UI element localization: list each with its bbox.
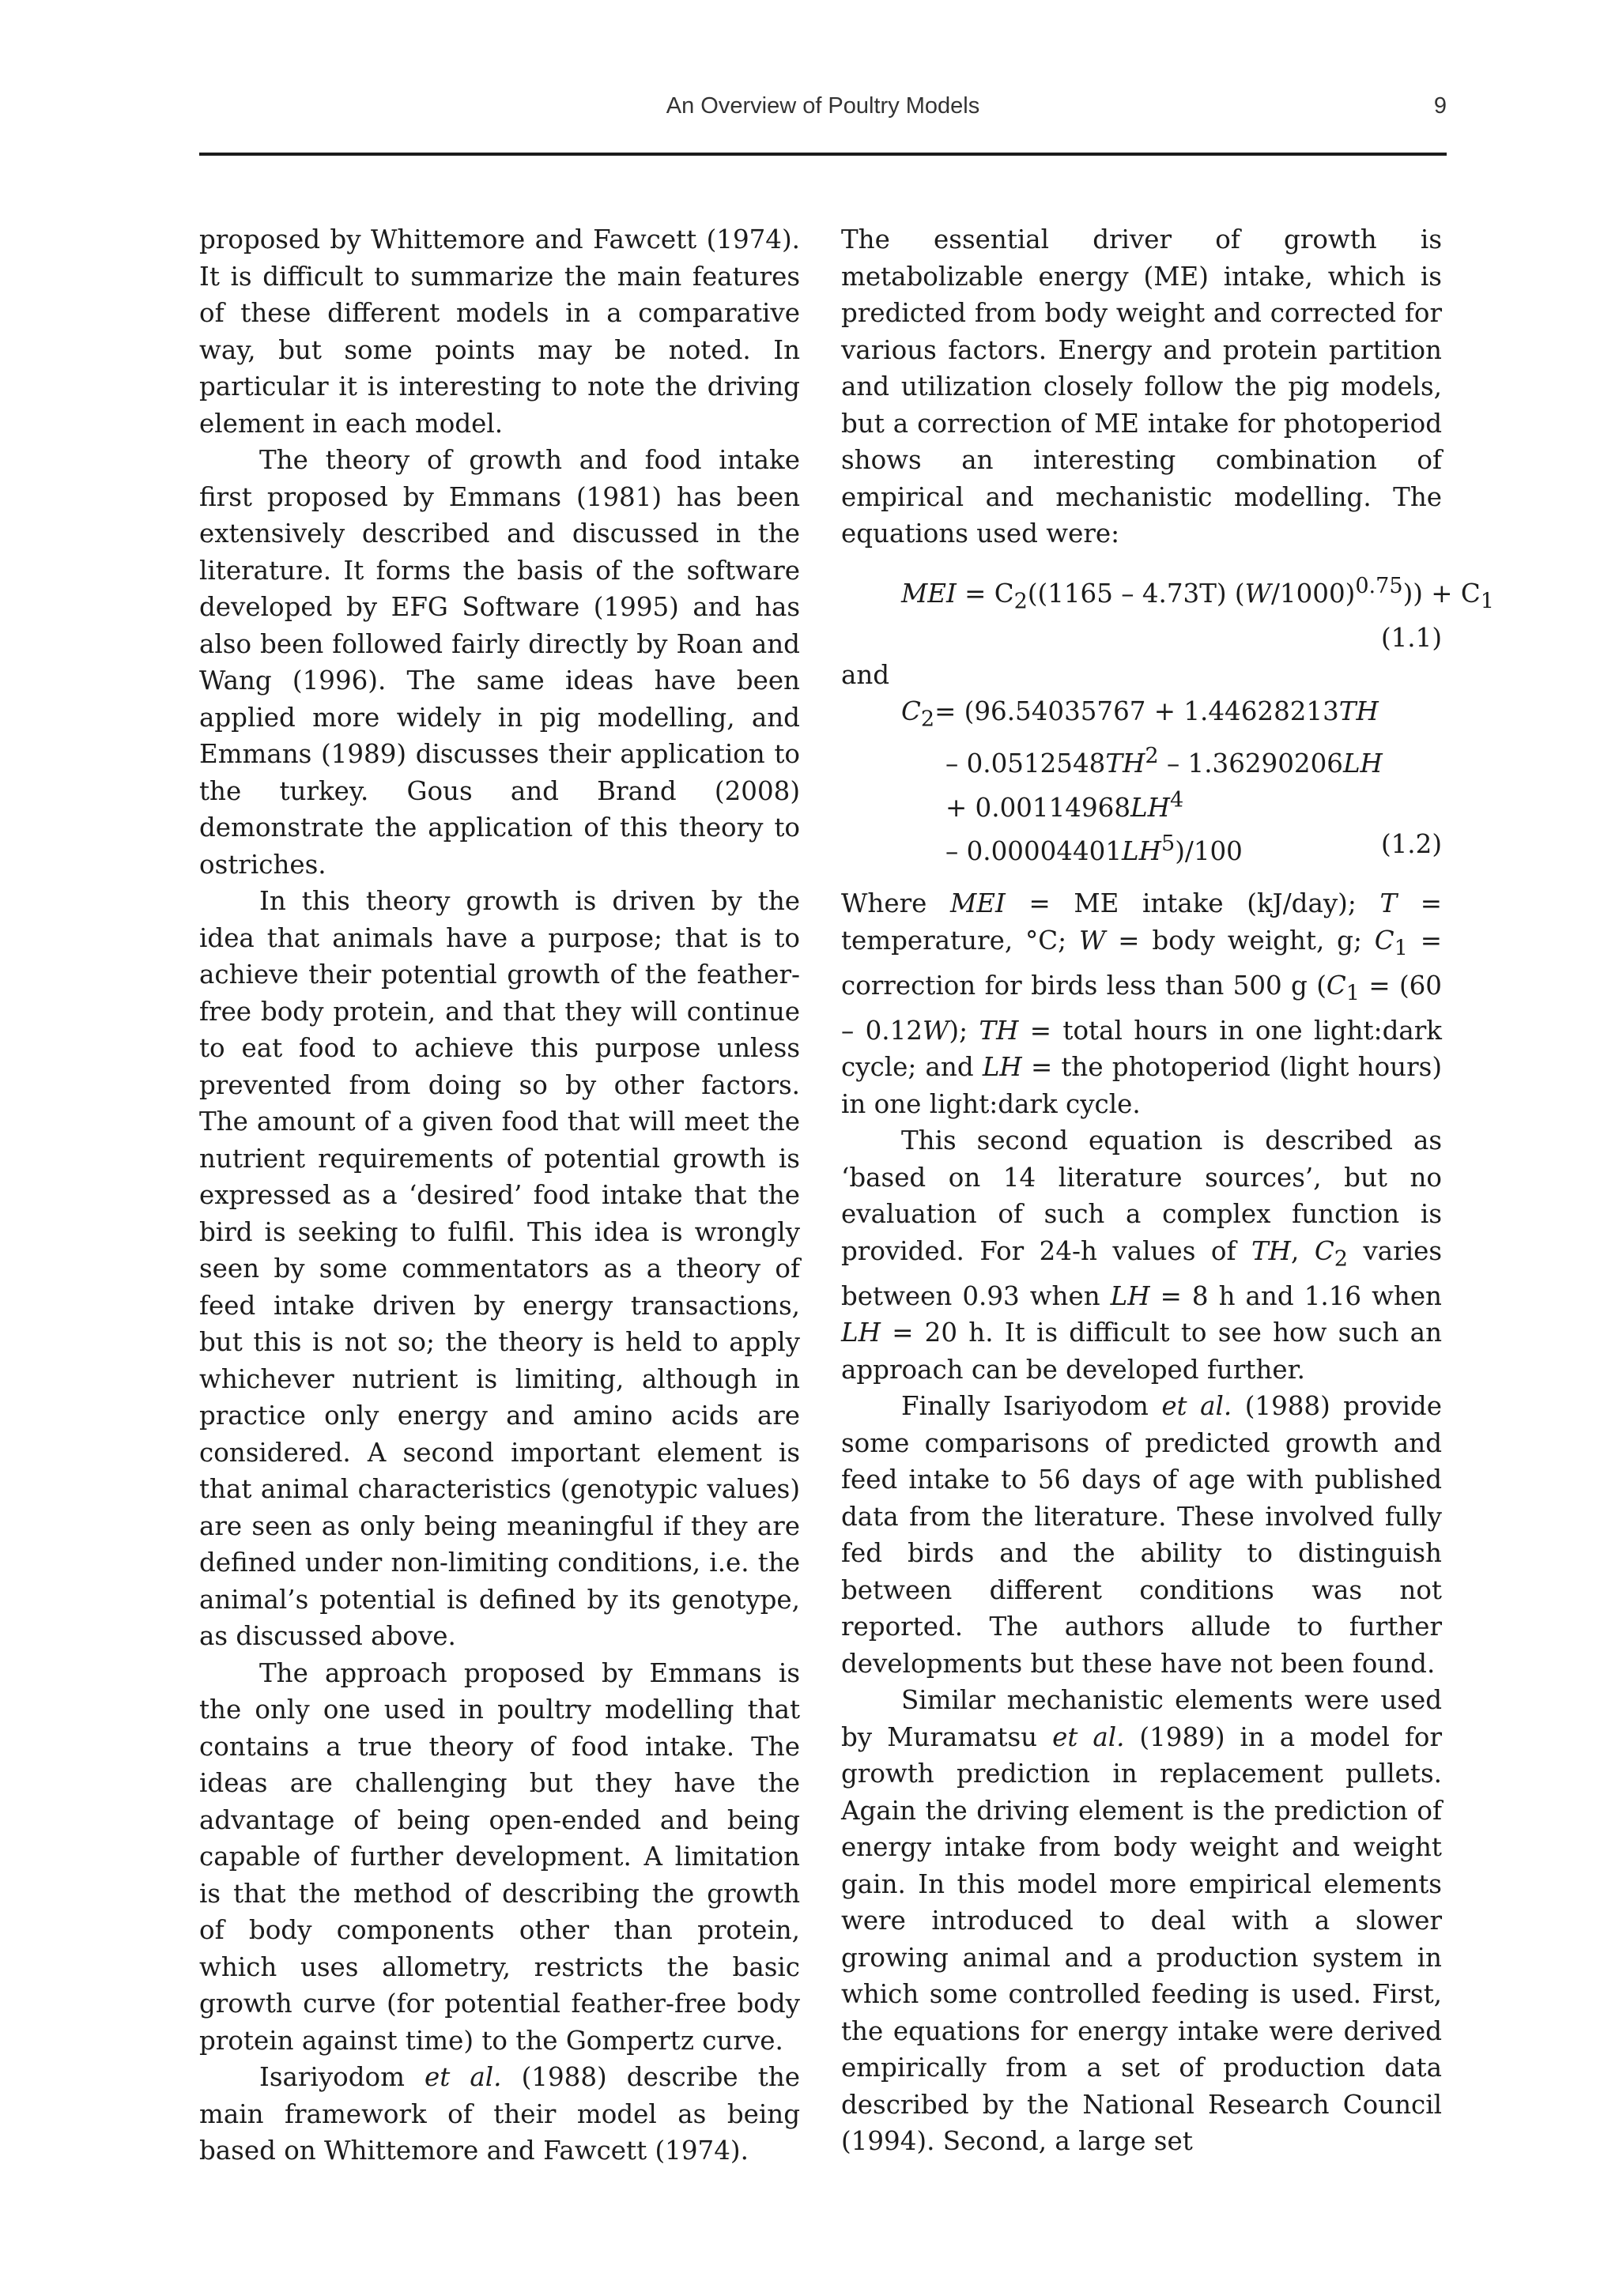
- equation-1-1-line: [841, 568, 1494, 620]
- sub: 1: [1394, 936, 1408, 961]
- text-run: = ME intake (kJ/day);: [1005, 888, 1380, 919]
- var: C: [1326, 970, 1346, 1001]
- eq-sup: 5: [1160, 831, 1176, 856]
- equation-number-1-1: (1.1): [1380, 623, 1442, 654]
- right-paragraph-2: [841, 1122, 1442, 1388]
- and-text: and: [841, 659, 890, 690]
- right-paragraph-4: [841, 1682, 1442, 2160]
- text-run: Finally Isariyodom: [901, 1391, 1162, 1422]
- equation-1-2-line-3: [841, 782, 1442, 826]
- text-run: (1988) provide some comparisons of predicted growth and feed intake to 56 days of age with published data from the literature. These involved fully fed birds and the ability to distinguish between different conditions was not reported. The authors allude to further developments but these have not been found.: [841, 1391, 1442, 1679]
- eq-var: TH: [1338, 696, 1379, 727]
- eq-var: W: [1244, 578, 1271, 609]
- where-definitions: [841, 885, 1442, 1122]
- eq-text: – 0.0512548: [945, 748, 1106, 779]
- left-paragraph-2: The theory of growth and food intake first proposed by Emmans (1981) has been extensively described and discussed in the literature. It forms the basis of the software developed by EFG Software (1995) and has also been followed fairly directly by Roan and Wang (1996). The same ideas have been applied more widely in pig modelling, and Emmans (1989) discusses their application to the turkey. Gous and Brand (2008) demonstrate the application of this theory to ostriches.: [199, 445, 800, 880]
- text-run: = 20 h. It is difficult to see how such an approach can be developed further.: [841, 1318, 1442, 1385]
- left-paragraph-5: [199, 2059, 800, 2170]
- var: C: [1314, 1235, 1334, 1266]
- var: LH: [1110, 1280, 1150, 1311]
- right-paragraph-1: The essential driver of growth is metabolizable energy (ME) intake, which is predicted from body weight and corrected for various factors. Energy and protein partition and utilization closely follow the pig models, but a correction of ME intake for photoperiod shows an interesting combination of empirical and mechanistic modelling. The equations used were:: [841, 224, 1442, 549]
- var: LH: [841, 1318, 881, 1348]
- page-number: 9: [1433, 93, 1447, 119]
- eq-var: C: [901, 696, 921, 727]
- left-paragraph-3: In this theory growth is driven by the idea that animals have a purpose; that is to achieve their potential growth of the feather-free body protein, and that they will continue to eat food to achieve this purpose unless prevented from doing so by other factors. The amount of a given food that will meet the nutrient requirements of potential growth is expressed as a ‘desired’ food intake that the bird is seeking to fulfil. This idea is wrongly seen by some commentators as a theory of feed intake driven by energy transactions, but this is not so; the theory is held to apply whichever nutrient is limiting, although in practice only energy and amino acids are considered. A second important element is that animal characteristics (genotypic values) are seen as only being meaningful if they are defined under non-limiting conditions, i.e. the animal’s potential is defined by its genotype, as discussed above.: [199, 886, 800, 1651]
- eq-text: – 0.00004401: [945, 835, 1123, 866]
- text-run: = correction for birds less than 500 g (: [841, 925, 1443, 1001]
- var: TH: [1251, 1235, 1291, 1266]
- text-run: (1989) in a model for growth prediction in replacement pullets. Again the driving element is the prediction of energy intake from body weight and weight gain. In this model more empirical elements were introduced to deal with a slower growing animal and a production system in which some controlled feeding is used. First, the equations for energy intake were derived empirically from a set of production data described by the National Research Council (1994). Second, a large set: [841, 1721, 1443, 2157]
- equation-number-1-2: (1.2): [1380, 828, 1442, 859]
- var: C: [1374, 925, 1394, 956]
- eq-var: LH: [1122, 835, 1161, 866]
- left-column: [199, 221, 800, 2170]
- text-run: Similar mechanistic elements were used by Muramatsu: [841, 1685, 1442, 1752]
- running-head-title: An Overview of Poultry Models: [666, 93, 980, 119]
- eq-sub: 1: [1480, 588, 1494, 613]
- text-run: = (60 – 0.12: [841, 970, 1442, 1046]
- eq-text: – 1.36290206: [1158, 748, 1343, 779]
- text-run: Where: [841, 888, 950, 919]
- var: W: [922, 1015, 949, 1046]
- eq-line-4-text: [901, 826, 1243, 869]
- right-column: [841, 221, 1494, 2160]
- header-rule: [199, 153, 1447, 156]
- text-run: (1988) describe the main framework of their model as being based on Whittemore and Fawcett (1974).: [199, 2062, 800, 2166]
- equation-1-2-line-1: [841, 693, 1442, 738]
- text-run: = total hours in one light:dark cycle; and: [841, 1015, 1442, 1083]
- eq-sub: 2: [1013, 588, 1028, 613]
- text-run: ,: [1291, 1235, 1315, 1266]
- eq-var: LH: [1342, 748, 1383, 779]
- eq-text: + 0.00114968: [945, 792, 1130, 823]
- et-al: et al.: [1161, 1391, 1232, 1422]
- var: MEI: [949, 888, 1006, 919]
- eq-var: MEI: [901, 578, 957, 609]
- var: W: [1078, 925, 1106, 956]
- running-head: [199, 93, 1447, 125]
- equation-1-2: [841, 693, 1442, 869]
- eq-sup: 4: [1169, 787, 1184, 812]
- eq-var: TH: [1105, 748, 1145, 779]
- right-paragraph-3: [841, 1388, 1442, 1682]
- eq-text: = C: [956, 578, 1014, 609]
- var: T: [1379, 888, 1398, 919]
- left-paragraph-4: The approach proposed by Emmans is the only one used in poultry modelling that contains a true theory of food intake. The ideas are challenging but they have the advantage of being open-ended and being capable of further development. A limitation is that the method of describing the growth of body components other than protein, which uses allometry, restricts the basic growth curve (for potential feather-free body protein against time) to the Gompertz curve.: [199, 1657, 800, 2056]
- eq-text: = (96.54035767 + 1.44628213: [934, 696, 1339, 727]
- eq-sup: 2: [1145, 744, 1159, 769]
- eq-sup: 0.75: [1355, 573, 1403, 598]
- eq-text: )) + C: [1402, 578, 1481, 609]
- text-run: = the photoperiod (light hours) in one light:dark cycle.: [841, 1052, 1442, 1119]
- text-run: );: [949, 1015, 979, 1046]
- text-run: = temperature, °C;: [841, 888, 1443, 956]
- eq-sub: 2: [920, 707, 935, 732]
- et-al: et al.: [1052, 1721, 1125, 1752]
- text-run: Isariyodom: [259, 2062, 425, 2092]
- eq-text: ((1165 – 4.73T) (: [1027, 578, 1245, 609]
- eq-text: )/100: [1175, 835, 1243, 866]
- var: LH: [982, 1052, 1022, 1083]
- equation-1-2-line-4: [841, 826, 1442, 869]
- text-run: = body weight, g;: [1105, 925, 1375, 956]
- left-paragraph-1: proposed by Whittemore and Fawcett (1974). It is difficult to summarize the main features of these different models in a comparative way, but some points may be noted. In particular it is interesting to note the driving element in each model.: [199, 224, 800, 439]
- eq-text: /1000): [1270, 578, 1356, 609]
- eq-var: LH: [1130, 792, 1170, 823]
- sub: 1: [1345, 981, 1360, 1006]
- text-run: = 8 h and 1.16 when: [1149, 1280, 1442, 1311]
- sub: 2: [1334, 1246, 1348, 1272]
- text-run: varies between 0.93 when: [841, 1235, 1442, 1311]
- var: TH: [979, 1015, 1019, 1046]
- et-al: et al.: [425, 2062, 502, 2092]
- equation-1-2-line-2: [841, 738, 1442, 782]
- text-run: This second equation is described as ‘based on 14 literature sources’, but no evaluation of such a complex function is provided. For 24-h values of: [841, 1125, 1442, 1266]
- equation-1-1: [841, 568, 1494, 657]
